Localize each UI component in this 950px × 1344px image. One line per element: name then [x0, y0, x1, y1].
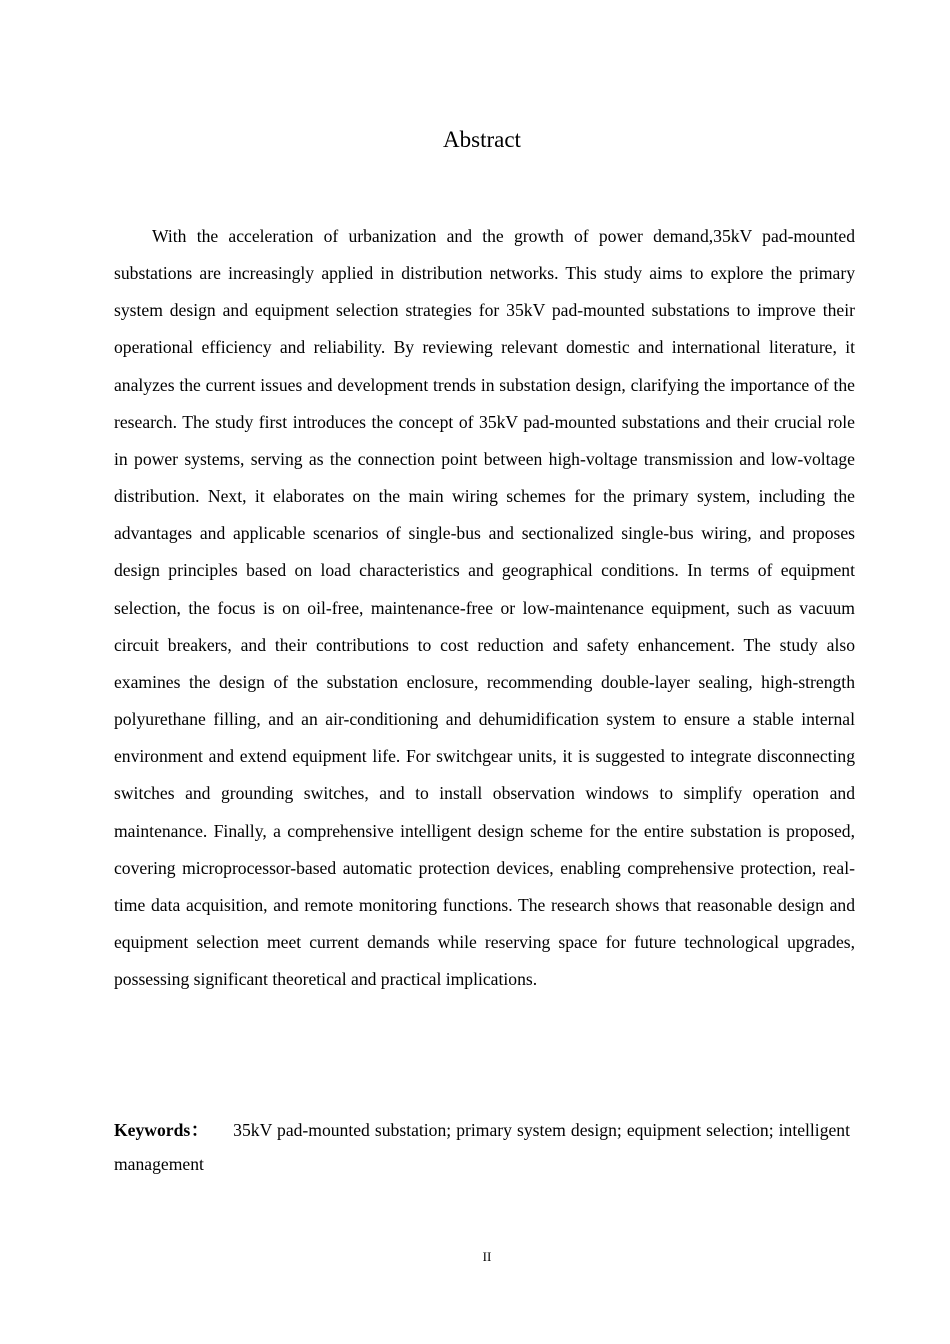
keywords-separator: ： [190, 1120, 210, 1140]
keywords-line [114, 1113, 850, 1181]
abstract-body: With the acceleration of urbanization and the growth of power demand,35kV pad-mounted substations are increasingly applied in distribution networks. This study aims to explore the primary system design and equipment selection strategies for 35kV pad-mounted substations to improve their operational efficiency and reliability. By reviewing relevant domestic and international literature, it analyzes the current issues and development trends in substation design, clarifying the importance of the research. The study first introduces the concept of 35kV pad-mounted substations and their crucial role in power systems, serving as the connection point between high-voltage transmission and low-voltage distribution. Next, it elaborates on the main wiring schemes for the primary system, including the advantages and applicable scenarios of single-bus and sectionalized single-bus wiring, and proposes design principles based on load characteristics and geographical conditions. In terms of equipment selection, the focus is on oil-free, maintenance-free or low-maintenance equipment, such as vacuum circuit breakers, and their contributions to cost reduction and safety enhancement. The study also examines the design of the substation enclosure, recommending double-layer sealing, high-strength polyurethane filling, and an air-conditioning and dehumidification system to ensure a stable internal environment and extend equipment life. For switchgear units, it is suggested to integrate disconnecting switches and grounding switches, and to install observation windows to simplify operation and maintenance. Finally, a comprehensive intelligent design scheme for the entire substation is proposed, covering microprocessor-based automatic protection devices, enabling comprehensive protection, real-time data acquisition, and remote monitoring functions. The research shows that reasonable design and equipment selection meet current demands while reserving space for future technological upgrades, possessing significant theoretical and practical implications. [114, 226, 855, 990]
keywords-label: Keywords [114, 1120, 191, 1140]
page-number: II [482, 1249, 492, 1264]
abstract-title: Abstract [443, 127, 521, 152]
keywords-text: 35kV pad-mounted substation; primary system design; equipment selection; intelligent management [114, 1120, 850, 1174]
